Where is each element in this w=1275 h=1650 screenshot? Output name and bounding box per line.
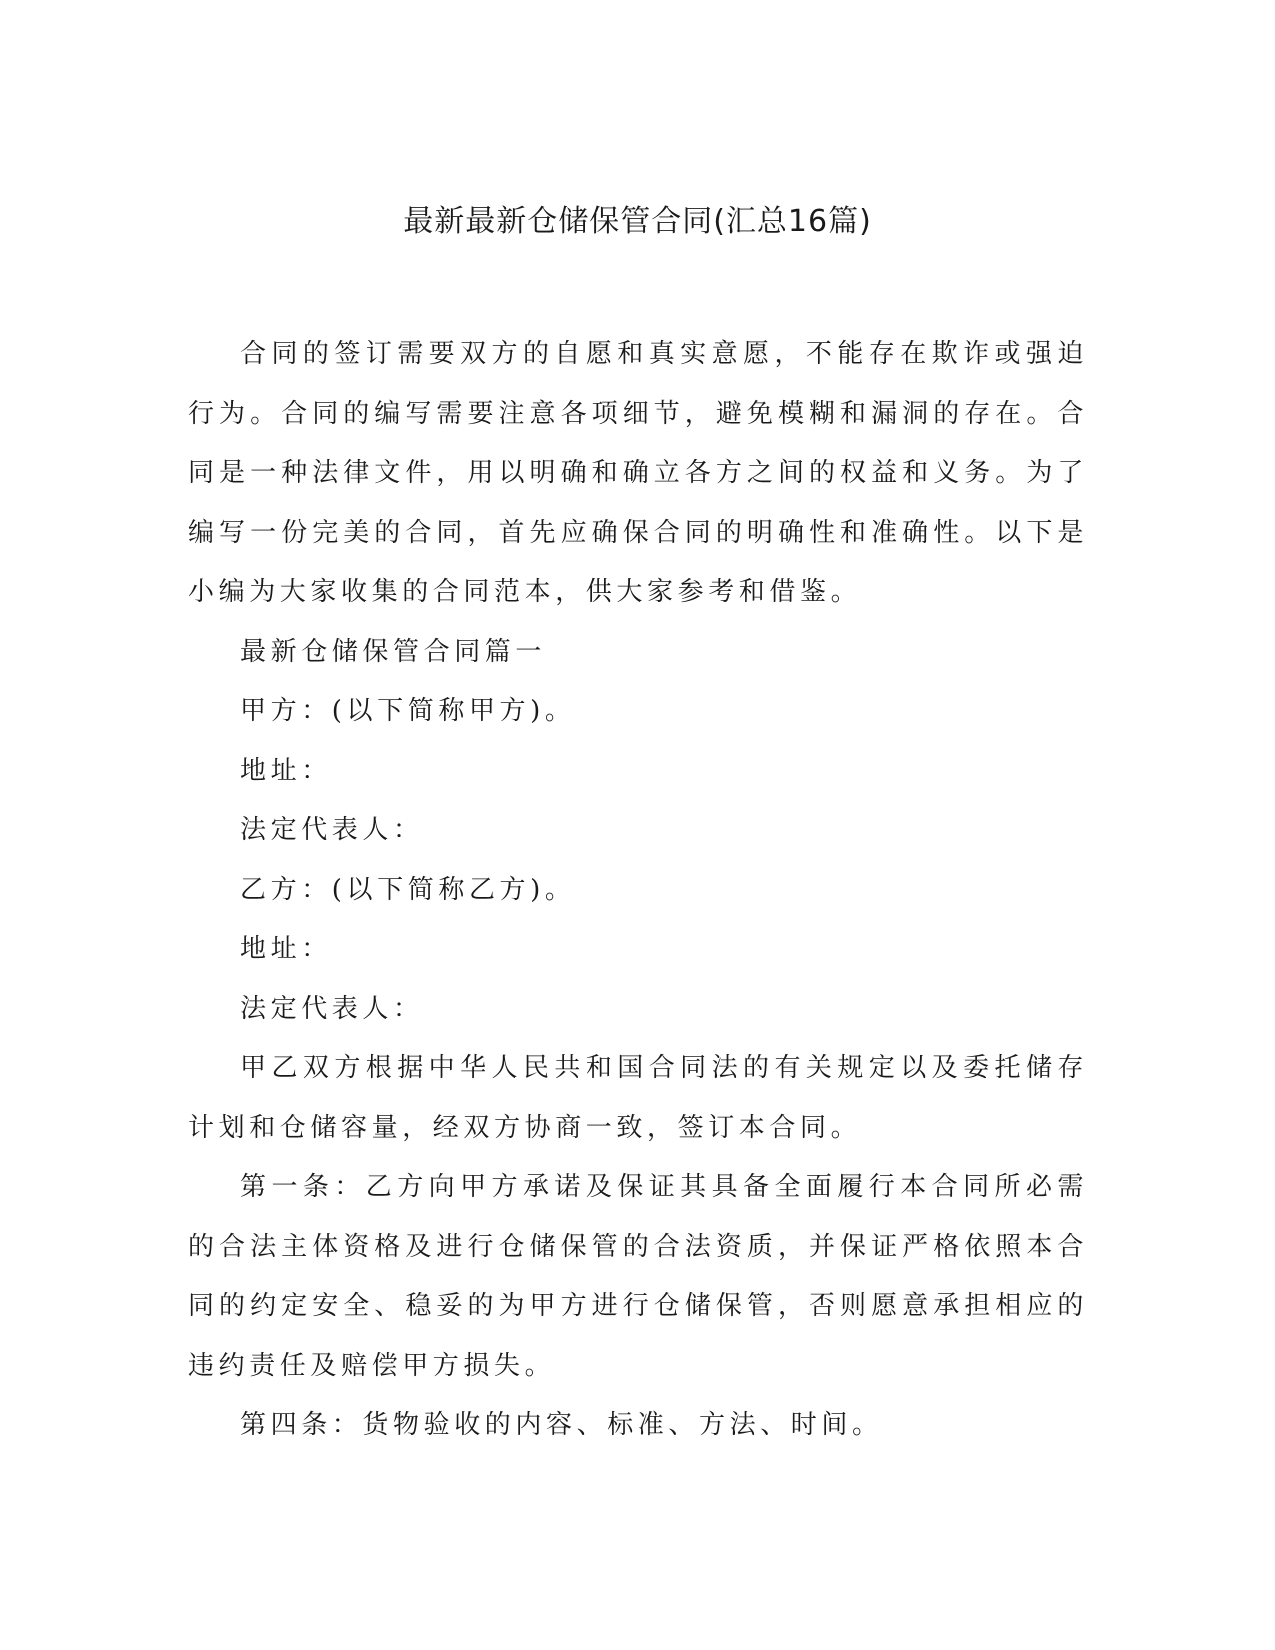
article-1-paragraph: 第一条：乙方向甲方承诺及保证其具备全面履行本合同所必需的合法主体资格及进行仓储保管的合法资质，并保证严格依照本合同的约定安全、稳妥的为甲方进行仓储保管，否则愿意承担相应的违约责任及赔偿甲方损失。 bbox=[188, 1172, 1088, 1381]
party-a-line: 甲方：(以下简称甲方)。 bbox=[240, 696, 576, 726]
agreement-basis-paragraph: 甲乙双方根据中华人民共和国合同法的有关规定以及委托储存计划和仓储容量，经双方协商一致，签订本合同。 bbox=[188, 1053, 1088, 1143]
party-b-address-line: 地址： bbox=[240, 934, 332, 964]
party-a-address-line: 地址： bbox=[240, 755, 332, 786]
party-b-representative-line: 法定代表人： bbox=[240, 993, 424, 1024]
article-4-paragraph: 第四条：货物验收的内容、标准、方法、时间。 bbox=[240, 1410, 883, 1440]
party-b-line: 乙方：(以下简称乙方)。 bbox=[240, 874, 576, 905]
intro-paragraph: 合同的签订需要双方的自愿和真实意愿，不能存在欺诈或强迫行为。合同的编写需要注意各项细节，避免模糊和漏洞的存在。合同是一种法律文件，用以明确和确立各方之间的权益和义务。为了编写一份完美的合同，首先应确保合同的明确性和准确性。以下是小编为大家收集的合同范本，供大家参考和借鉴。 bbox=[188, 339, 1088, 607]
document-body bbox=[188, 325, 1088, 1456]
section-heading: 最新仓储保管合同篇一 bbox=[240, 636, 547, 667]
document-title: 最新最新仓储保管合同(汇总16篇) bbox=[403, 204, 872, 239]
party-a-representative-line: 法定代表人： bbox=[240, 815, 424, 845]
